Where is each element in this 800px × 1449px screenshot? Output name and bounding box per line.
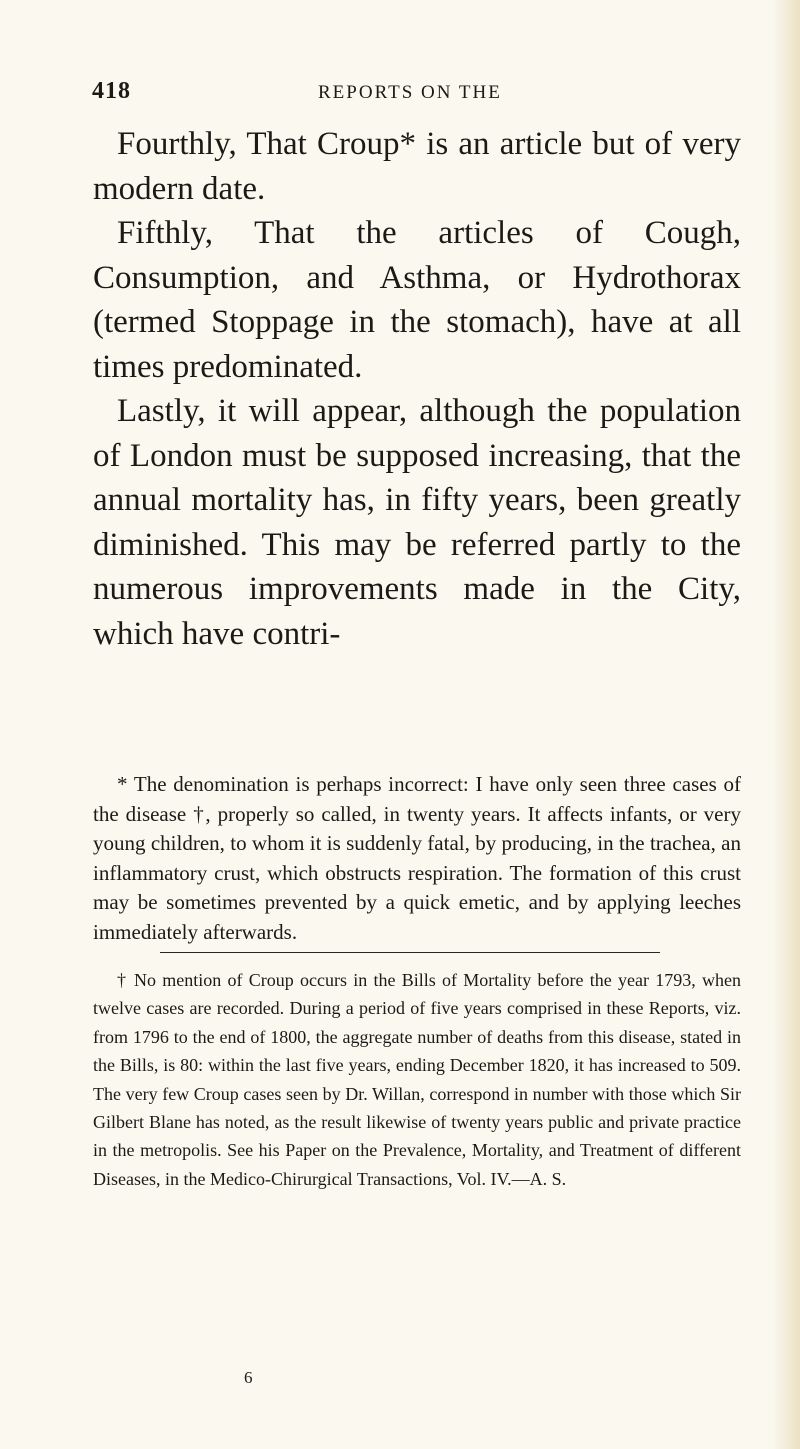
page-edge-shadow — [772, 0, 800, 1449]
paragraph-fifthly: Fifthly, That the articles of Cough, Consumption, and Asthma, or Hydrothorax (termed Stoppage in the stomach), have at all times predominated. — [93, 215, 741, 385]
footnote-asterisk — [93, 770, 741, 947]
signature-mark: 6 — [244, 1368, 253, 1387]
page-number: 418 — [92, 78, 131, 104]
paragraph-lastly: Lastly, it will appear, although the population of London must be supposed increasing, that the annual mortality has, in fifty years, been greatly diminished. This may be referred partly to the numerous improvements made in the City, which have contri- — [93, 393, 741, 652]
footnote-dagger-text: † No mention of Croup occurs in the Bills of Mortality before the year 1793, when twelve cases are recorded. During a period of five years comprised in these Reports, viz. from 1796 to the end of 1800, the aggregate number of deaths from this disease, stated in the Bills, is 80: within the last five years, ending December 1820, it has increased to 509. The very few Croup cases seen by Dr. Willan, correspond in number with those which Sir Gilbert Blane has noted, as the result likewise of twenty years public and private practice in the metropolis. See his Paper on the Prevalence, Mortality, and Treatment of different Diseases, in the Medico-Chirurgical Transactions, Vol. IV.—A. S. — [93, 970, 741, 1189]
page-header — [92, 78, 732, 118]
footnote-asterisk-text: * The denomination is perhaps incorrect: I have only seen three cases of the disease †, properly so called, in twenty years. It affects infants, or very young children, to whom it is suddenly fatal, by producing, in the trachea, an inflammatory crust, which obstructs respiration. The formation of this crust may be sometimes prevented by a quick emetic, and by applying leeches immediately afterwards. — [93, 772, 741, 944]
main-text — [93, 122, 741, 656]
footnote-dagger — [93, 966, 741, 1193]
paragraph-fourthly: Fourthly, That Croup* is an article but of very modern date. — [93, 126, 741, 207]
footnote-divider — [160, 952, 660, 953]
running-head: REPORTS ON THE — [318, 82, 502, 103]
